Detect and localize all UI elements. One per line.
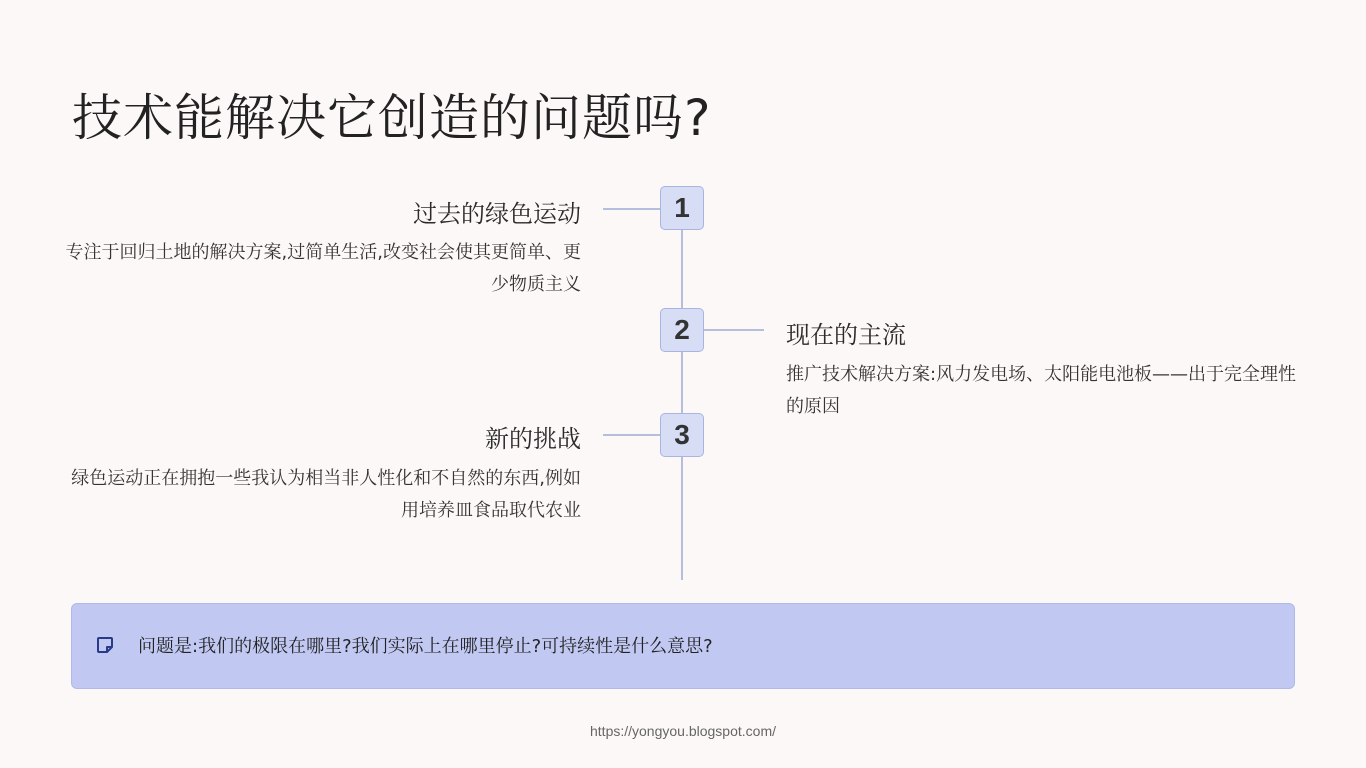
- timeline-node-3: 3: [660, 413, 704, 457]
- timeline-node-1: 1: [660, 186, 704, 230]
- note-icon: [96, 636, 114, 654]
- timeline-item-1-title: 过去的绿色运动: [413, 200, 581, 228]
- timeline-node-2: 2: [660, 308, 704, 352]
- footer-url[interactable]: https://yongyou.blogspot.com/: [590, 723, 776, 739]
- timeline-line: [681, 208, 683, 580]
- timeline-item-1-description: 专注于回归土地的解决方案,过简单生活,改变社会使其更简单、更少物质主义: [65, 242, 581, 295]
- timeline-item-3-description: 绿色运动正在拥抱一些我认为相当非人性化和不自然的东西,例如用培养皿食品取代农业: [71, 468, 581, 521]
- connector-2: [704, 329, 764, 331]
- timeline-item-2-title: 现在的主流: [786, 321, 906, 349]
- timeline-item-2-description: 推广技术解决方案:风力发电场、太阳能电池板——出于完全理性的原因: [786, 364, 1297, 417]
- callout-text: 问题是:我们的极限在哪里?我们实际上在哪里停止?可持续性是什么意思?: [138, 636, 713, 657]
- timeline-item-3-title: 新的挑战: [485, 425, 581, 453]
- page-title: 技术能解决它创造的问题吗?: [72, 89, 712, 147]
- connector-3: [603, 434, 661, 436]
- callout-box: [71, 603, 1295, 689]
- connector-1: [603, 208, 661, 210]
